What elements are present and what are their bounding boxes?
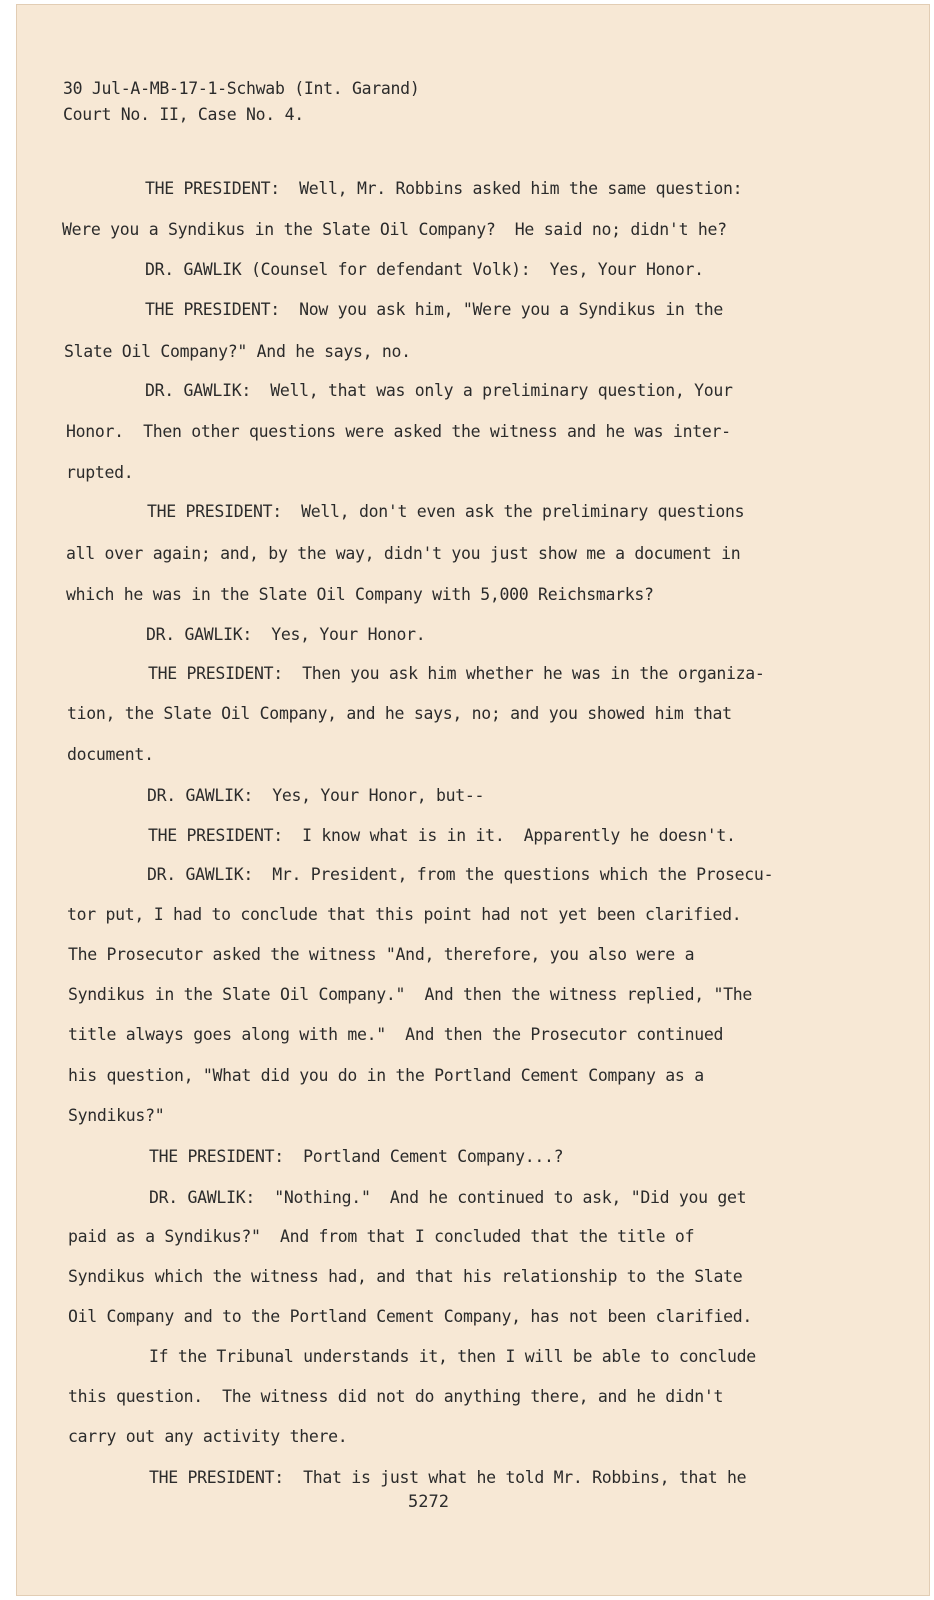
transcript-line: Slate Oil Company?" And he says, no. bbox=[64, 342, 411, 361]
transcript-line: Syndikus?" bbox=[68, 1106, 165, 1125]
transcript-line: his question, "What did you do in the Portland Cement Company as a bbox=[68, 1066, 704, 1085]
transcript-line: tion, the Slate Oil Company, and he says, no; and you showed him that bbox=[67, 704, 732, 723]
transcript-line: all over again; and, by the way, didn't you just show me a document in bbox=[66, 544, 741, 563]
transcript-line: title always goes along with me." And then the Prosecutor continued bbox=[68, 1025, 724, 1044]
transcript-line: If the Tribunal understands it, then I will be able to conclude bbox=[149, 1347, 756, 1366]
page-number: 5272 bbox=[408, 1492, 449, 1512]
transcript-line: DR. GAWLIK: Yes, Your Honor, but-- bbox=[147, 786, 485, 805]
transcript-line: Syndikus in the Slate Oil Company." And then the witness replied, "The bbox=[68, 985, 753, 1004]
transcript-line: Oil Company and to the Portland Cement Company, has not been clarified. bbox=[68, 1307, 753, 1326]
transcript-line: THE PRESIDENT: That is just what he told Mr. Robbins, that he bbox=[149, 1468, 747, 1487]
transcript-line: this question. The witness did not do anything there, and he didn't bbox=[68, 1387, 724, 1406]
transcript-line: The Prosecutor asked the witness "And, therefore, you also were a bbox=[68, 945, 695, 964]
transcript-line: document. bbox=[67, 745, 154, 764]
header-court-line: Court No. II, Case No. 4. bbox=[63, 105, 304, 124]
transcript-line: THE PRESIDENT: I know what is in it. Apparently he doesn't. bbox=[148, 826, 736, 845]
transcript-line: Syndikus which the witness had, and that his relationship to the Slate bbox=[68, 1267, 743, 1286]
transcript-line: DR. GAWLIK: Yes, Your Honor. bbox=[146, 625, 426, 644]
transcript-line: which he was in the Slate Oil Company with 5,000 Reichsmarks? bbox=[66, 585, 654, 604]
transcript-line: THE PRESIDENT: Well, Mr. Robbins asked him the same question: bbox=[145, 179, 743, 198]
transcript-line: THE PRESIDENT: Now you ask him, "Were you a Syndikus in the bbox=[145, 300, 724, 319]
transcript-line: DR. GAWLIK: Mr. President, from the questions which the Prosecu- bbox=[147, 865, 774, 884]
transcript-line: Honor. Then other questions were asked the witness and he was inter- bbox=[66, 422, 731, 441]
transcript-line: THE PRESIDENT: Well, don't even ask the preliminary questions bbox=[147, 502, 745, 521]
transcript-line: paid as a Syndikus?" And from that I concluded that the title of bbox=[68, 1227, 695, 1246]
transcript-line: THE PRESIDENT: Portland Cement Company...? bbox=[149, 1147, 564, 1166]
document-page bbox=[16, 4, 930, 1596]
header-session-line: 30 Jul-A-MB-17-1-Schwab (Int. Garand) bbox=[63, 79, 420, 98]
transcript-line: DR. GAWLIK: Well, that was only a preliminary question, Your bbox=[145, 381, 733, 400]
transcript-line: tor put, I had to conclude that this point had not yet been clarified. bbox=[67, 905, 742, 924]
transcript-line: DR. GAWLIK (Counsel for defendant Volk): Yes, Your Honor. bbox=[145, 260, 704, 279]
transcript-line: Were you a Syndikus in the Slate Oil Company? He said no; didn't he? bbox=[62, 220, 727, 239]
transcript-line: THE PRESIDENT: Then you ask him whether he was in the organiza- bbox=[148, 664, 765, 683]
transcript-line: carry out any activity there. bbox=[68, 1427, 348, 1446]
transcript-line: DR. GAWLIK: "Nothing." And he continued to ask, "Did you get bbox=[149, 1188, 747, 1207]
document-header bbox=[63, 76, 419, 128]
transcript-line: rupted. bbox=[66, 463, 134, 482]
